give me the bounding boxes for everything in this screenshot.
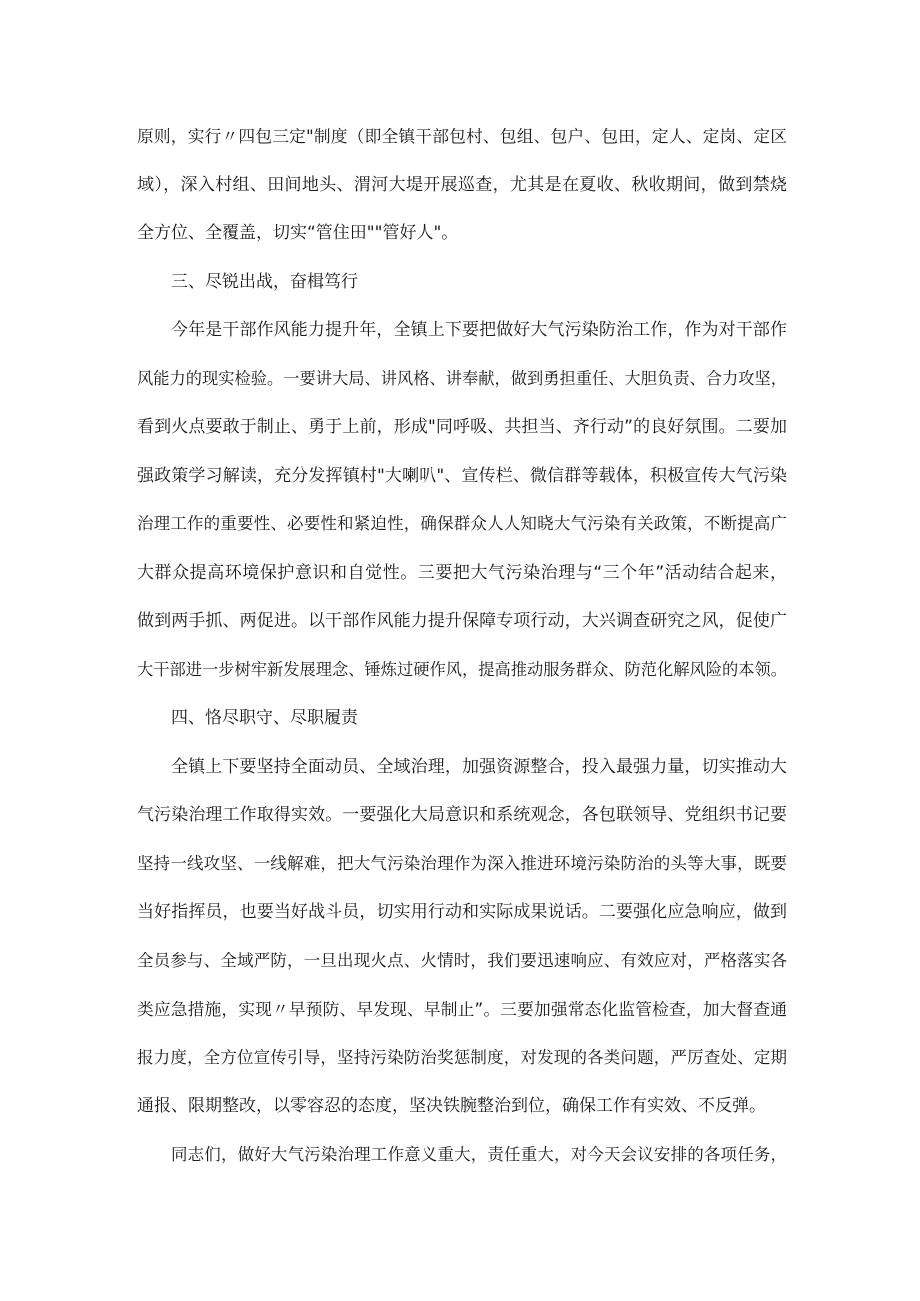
- text-line: 全员参与、全域严防，一旦出现火点、火情时，我们要迅速响应、有效应对，严格落实各: [137, 950, 787, 970]
- paragraph-section-3: [137, 306, 787, 694]
- text-line: 类应急措施，实现〃早预防、早发现、早制止”。三要加强常态化监管检查，加大督查通: [137, 999, 787, 1019]
- paragraph-section-4: [137, 743, 787, 1131]
- text-line: 原则，实行〃四包三定"制度（即全镇干部包村、包组、包户、包田，定人、定岗、定区: [137, 126, 787, 146]
- section-heading-4: [137, 694, 787, 743]
- paragraph-closing: [137, 1131, 787, 1180]
- document-page: [137, 112, 787, 1179]
- text-line: 气污染治理工作取得实效。一要强化大局意识和系统观念，各包联领导、党组织书记要: [137, 805, 787, 825]
- text-line: 通报、限期整改，以零容忍的态度，坚决铁腕整治到位，确保工作有实效、不反弹。: [137, 1096, 766, 1116]
- text-line: 同志们，做好大气污染治理工作意义重大，责任重大，对今天会议安排的各项任务，: [171, 1144, 787, 1164]
- text-line: 域），深入村组、田间地头、渭河大堤开展巡查，尤其是在夏收、秋收期间，做到禁烧: [137, 174, 787, 195]
- section-heading-3: [137, 258, 787, 307]
- text-line: 大干部进一步树牢新发展理念、锤炼过硬作风，提高推动服务群众、防范化解风险的本领。: [137, 659, 787, 679]
- text-line: 坚持一线攻坚、一线解难，把大气污染治理作为深入推进环境污染防治的头等大事，既要: [137, 853, 787, 873]
- text-line: 大群众提高环境保护意识和自觉性。三要把大气污染治理与“三个年”活动结合起来，: [137, 562, 787, 583]
- heading-line: 三、尽锐出战，奋楫笃行: [171, 271, 358, 292]
- text-line: 今年是干部作风能力提升年，全镇上下要把做好大气污染防治工作，作为对干部作: [171, 320, 787, 340]
- text-line: 风能力的现实检验。一要讲大局、讲风格、讲奉献，做到勇担重任、大胆负责、合力攻坚，: [137, 368, 787, 388]
- text-line: 强政策学习解读，充分发挥镇村"大喇叭"、宣传栏、微信群等载体，积极宣传大气污染: [137, 465, 787, 486]
- text-line: 治理工作的重要性、必要性和紧迫性，确保群众人人知晓大气污染有关政策，不断提高广: [137, 514, 787, 533]
- heading-line: 四、恪尽职守、尽职履责: [171, 708, 358, 728]
- text-line: 报力度，全方位宣传引导，坚持污染防治奖惩制度，对发现的各类问题，严厉查处、定期: [137, 1047, 787, 1067]
- paragraph-continuation: [137, 112, 787, 258]
- text-line: 看到火点要敢于制止、勇于上前，形成"同呼吸、共担当、齐行动”的良好氛围。二要加: [137, 417, 787, 437]
- text-line: 当好指挥员，也要当好战斗员，切实用行动和实际成果说话。二要强化应急响应，做到: [137, 902, 787, 922]
- text-line: 全镇上下要坚持全面动员、全域治理，加强资源整合，投入最强力量，切实推动大: [171, 756, 787, 777]
- text-line: 做到两手抓、两促进。以干部作风能力提升保障专项行动，大兴调查研究之风，促使广: [137, 611, 787, 631]
- text-line: 全方位、全覆盖，切实“管住田""管好人"。: [137, 223, 459, 243]
